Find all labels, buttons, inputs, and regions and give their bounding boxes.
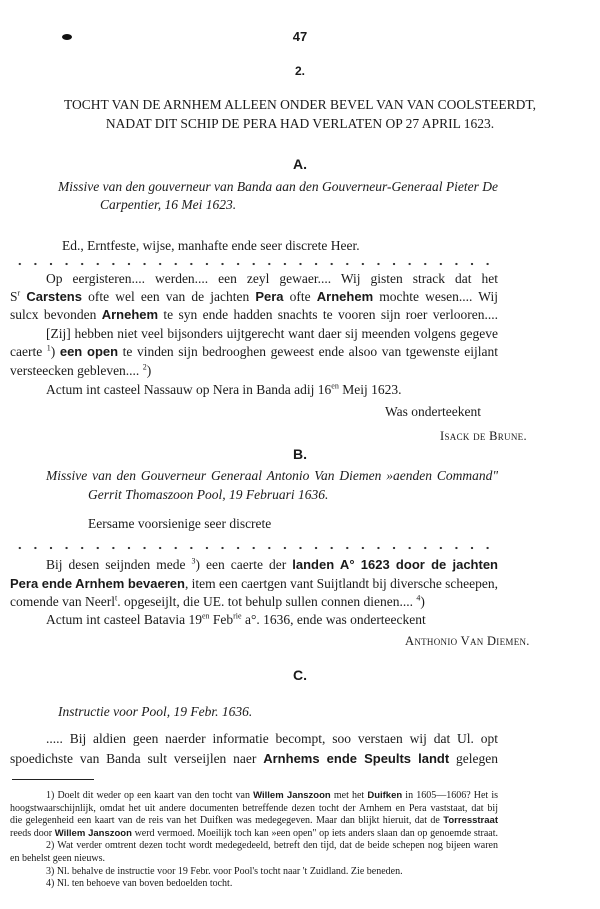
footnote-line	[10, 828, 498, 840]
text-run: gelegen	[449, 751, 498, 766]
text-run: ofte	[283, 289, 317, 304]
text-run: 4) Nl. ten behoeve van boven bedoelden tocht.	[46, 878, 233, 889]
bold-term: landen A° 1623 door de jachten	[292, 557, 499, 572]
text-run: )	[50, 344, 60, 359]
text-run: ..... Bij aldien geen naerder informatie becompt, soo verstaen wij dat Ul. opt	[46, 731, 498, 746]
footnote-line	[10, 853, 498, 865]
superscript: en	[201, 611, 210, 621]
text-run: . opgeseijlt, die UE. tot behulp sullen connen dienen....	[117, 594, 417, 609]
text-run: Feb	[209, 612, 234, 627]
footnote-line	[10, 803, 498, 815]
bold-term: Arnehem	[316, 289, 374, 304]
text-run: Actum int casteel Batavia 19	[46, 612, 202, 627]
superscript: 4	[416, 593, 421, 603]
text-run: Actum int casteel Nassauw op Nera in Banda adij 16	[46, 382, 332, 397]
text-run: versteecken gebleven....	[10, 363, 143, 378]
bold-term: een open	[59, 344, 119, 359]
body-line	[10, 750, 498, 767]
section-c-letter: C.	[293, 667, 307, 683]
superscript: 2	[142, 362, 147, 372]
footnote-line	[10, 815, 498, 827]
text-run: reeds door	[10, 828, 55, 839]
footnote-line	[46, 790, 498, 802]
superscript: en	[331, 381, 339, 391]
section-b-letter: B.	[293, 446, 307, 462]
body-line	[46, 381, 498, 398]
superscript: 3	[191, 556, 196, 566]
bold-term: Willem Janszoon	[253, 790, 331, 801]
signed-label: Was onderteekent	[385, 404, 481, 419]
text-run: 3) Nl. behalve de instructie voor 19 Febr. voor Pool's tocht naar 't Zuidland. Zie beneden.	[46, 866, 403, 877]
text-run: a°. 1636, ende was onderteeckent	[241, 612, 426, 627]
text-run: hoogstwaarschijnlijk, omdat het uit andere documenten betreffende dezen tocht der Arnhem en Pera vaststaat, dat bij	[10, 803, 498, 814]
text-run: sulcx bevonden	[10, 307, 102, 322]
body-line	[10, 593, 498, 610]
text-run: die gelegenheid een kaart van de reis van het Duifken was medegegeven. Maar dan blijkt hieruit, dat de	[10, 815, 444, 826]
text-run: )	[420, 594, 425, 609]
text-run: 1) Doelt dit weder op een kaart van den tocht van	[46, 790, 254, 801]
bold-term: Willem Janszoon	[54, 828, 132, 839]
text-run: in 1605—1606? Het is	[402, 790, 499, 801]
section-c-heading: Instructie voor Pool, 19 Febr. 1636.	[58, 704, 253, 719]
text-run: caerte	[10, 344, 47, 359]
section-b-heading-2: Gerrit Thomaszoon Pool, 19 Februari 1636.	[88, 487, 329, 502]
title-line-1: TOCHT VAN DE ARNHEM ALLEEN ONDER BEVEL VAN VAN COOLSTEERDT,	[63, 97, 537, 112]
superscript: t	[114, 593, 118, 603]
section-b-heading-1: Missive van den Gouverneur Generaal Antonio Van Diemen »aenden Command"	[46, 468, 498, 483]
text-run: , item een caertgen vant Suijtlandt bij diversche scheepen,	[184, 576, 498, 591]
text-run: ) een caerte der	[195, 557, 293, 572]
bold-term: Torresstraat	[443, 815, 498, 826]
section-b-salutation: Eersame voorsienige seer discrete	[88, 516, 272, 531]
ellipsis-divider	[12, 546, 498, 550]
text-run: te vinden sijn bedrooghen geweest ende alsoo van tgewenste eijlant	[118, 344, 499, 359]
text-run: Bij desen seijnden mede	[46, 557, 192, 572]
text-run: Op eergisteren.... werden.... een zeyl gewaer.... Wij gisten strack dat het	[46, 271, 498, 286]
section-a-heading-2: Carpentier, 16 Mei 1623.	[100, 197, 237, 212]
footnote-line	[46, 866, 498, 878]
bold-term: Pera	[255, 289, 284, 304]
signatory-b: Anthonio Van Diemen.	[405, 634, 530, 648]
footnote-rule	[12, 779, 94, 780]
page-number: 47	[292, 29, 308, 44]
body-line	[10, 362, 498, 379]
superscript: rie	[233, 611, 242, 621]
text-run: ofte wel een van de jachten	[81, 289, 256, 304]
text-run: spoedichste van Banda sult verseijlen naer	[10, 751, 264, 766]
text-run: te syn ende hadden snachts te vooren sijn roer verlooren....	[158, 307, 499, 322]
text-run: S	[10, 289, 18, 304]
bold-term: Arnehem	[101, 307, 159, 322]
text-run: 2) Wat verder omtrent dezen tocht wordt medegedeeld, betreft den tijd, dat de beide schepen nog bijeen waren	[46, 840, 498, 851]
text-run: Meij 1623.	[338, 382, 402, 397]
text-run: werd vermoed. Moeilijk toch kan »een open" op iets anders slaan dan op genoemde straat.	[131, 828, 498, 839]
body-line	[46, 270, 498, 287]
body-line	[46, 730, 498, 747]
bold-term: Arnhems ende Speults landt	[263, 751, 450, 766]
bold-term: Pera ende Arnhem bevaeren	[10, 576, 185, 591]
body-line	[10, 575, 498, 592]
superscript: 1	[46, 343, 51, 353]
text-run: )	[146, 363, 152, 378]
section-a-salutation: Ed., Erntfeste, wijse, manhafte ende seer discrete Heer.	[62, 238, 360, 253]
section-number: 2.	[294, 64, 305, 78]
body-line	[10, 306, 498, 323]
section-a-letter: A.	[293, 156, 307, 172]
superscript: r	[17, 288, 21, 298]
bold-term: Duifken	[367, 790, 403, 801]
title-line-2: NADAT DIT SCHIP DE PERA HAD VERLATEN OP 27 APRIL 1623.	[105, 116, 495, 131]
body-line	[10, 288, 498, 305]
body-line	[10, 343, 498, 360]
body-line	[46, 611, 498, 628]
footnote-line	[46, 840, 498, 852]
text-run: mochte wesen.... Wij	[373, 289, 498, 304]
footnote-line	[46, 878, 498, 890]
text-run: en behelst geen nieuws.	[10, 853, 105, 864]
body-line	[46, 556, 498, 573]
section-a-heading-1: Missive van den gouverneur van Banda aan den Gouverneur-Generaal Pieter De	[58, 179, 498, 194]
ellipsis-divider	[12, 262, 498, 266]
text-run: comende van Neerl	[10, 594, 115, 609]
bold-term: Carstens	[26, 289, 82, 304]
text-run: [Zij] hebben niet veel bijsonders uijtgerecht want daer sij meenden volgens gegeve	[46, 326, 498, 341]
text-run: met het	[330, 790, 368, 801]
signatory-a: Isack de Brune.	[440, 429, 527, 443]
body-line	[46, 325, 498, 342]
